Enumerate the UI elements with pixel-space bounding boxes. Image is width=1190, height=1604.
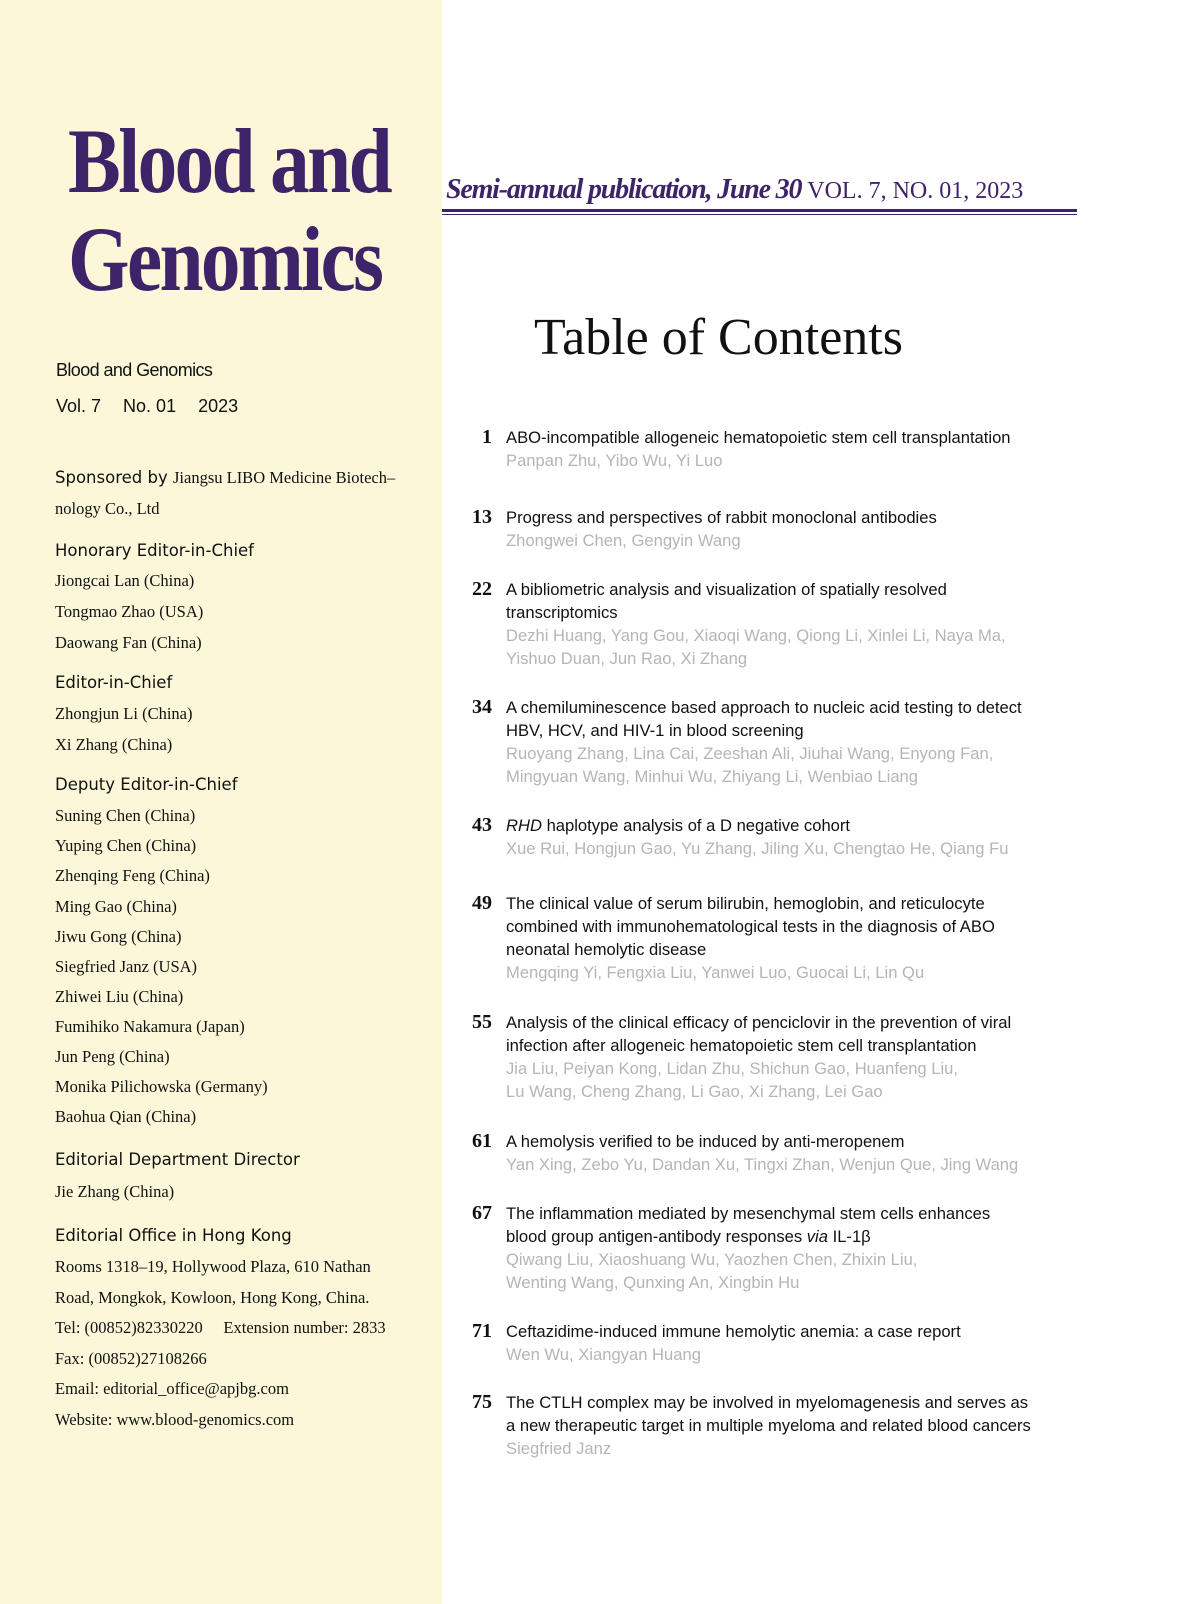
toc-authors: Zhongwei Chen, Gengyin Wang bbox=[506, 531, 741, 550]
toc-page-number: 13 bbox=[472, 506, 492, 528]
toc-page-number: 61 bbox=[472, 1130, 492, 1152]
sponsor-line: Sponsored by Jiangsu LIBO Medicine Biotech– bbox=[55, 468, 396, 487]
toc-article-title[interactable]: A hemolysis verified to be induced by anti-meropenem bbox=[506, 1132, 905, 1151]
editor-in-chief: Zhongjun Li (China) bbox=[55, 704, 193, 723]
toc-authors: Yishuo Duan, Jun Rao, Xi Zhang bbox=[506, 649, 748, 668]
toc-page-number: 55 bbox=[472, 1011, 492, 1033]
deputy-heading: Deputy Editor-in-Chief bbox=[55, 775, 238, 794]
office-fax: Fax: (00852)27108266 bbox=[55, 1349, 207, 1368]
deputy-editor: Jiwu Gong (China) bbox=[55, 927, 182, 946]
deputy-editor: Monika Pilichowska (Germany) bbox=[55, 1077, 268, 1096]
director-heading: Editorial Department Director bbox=[55, 1150, 300, 1169]
deputy-editor: Baohua Qian (China) bbox=[55, 1107, 197, 1126]
deputy-editor: Fumihiko Nakamura (Japan) bbox=[55, 1017, 245, 1036]
journal-name: Blood and Genomics bbox=[56, 360, 213, 380]
toc-article-title[interactable]: Ceftazidime-induced immune hemolytic anemia: a case report bbox=[506, 1322, 961, 1341]
sponsor-line-2: nology Co., Ltd bbox=[55, 499, 160, 518]
honorary-editor: Daowang Fan (China) bbox=[55, 633, 202, 652]
toc-article-title[interactable]: infection after allogeneic hematopoietic stem cell transplantation bbox=[506, 1036, 977, 1055]
volume-label: VOL. 7, NO. 01, 2023 bbox=[807, 178, 1024, 204]
toc-article-title[interactable]: a new therapeutic target in multiple myeloma and related blood cancers bbox=[506, 1416, 1031, 1435]
deputy-editor: Ming Gao (China) bbox=[55, 897, 177, 916]
toc-article-title[interactable]: Progress and perspectives of rabbit monoclonal antibodies bbox=[506, 508, 937, 527]
toc-authors: Siegfried Janz bbox=[506, 1439, 612, 1458]
toc-article-title[interactable]: The clinical value of serum bilirubin, hemoglobin, and reticulocyte bbox=[506, 894, 985, 913]
toc-article-title[interactable]: neonatal hemolytic disease bbox=[506, 940, 707, 959]
toc-authors: Panpan Zhu, Yibo Wu, Yi Luo bbox=[506, 451, 723, 470]
toc-page-number: 67 bbox=[472, 1202, 492, 1224]
toc-article-title[interactable]: HBV, HCV, and HIV-1 in blood screening bbox=[506, 721, 804, 740]
office-heading: Editorial Office in Hong Kong bbox=[55, 1226, 292, 1245]
office-website: Website: www.blood-genomics.com bbox=[55, 1410, 295, 1429]
toc-page-number: 34 bbox=[472, 696, 492, 718]
office-address-line: Road, Mongkok, Kowloon, Hong Kong, China. bbox=[55, 1288, 370, 1307]
journal-title: Blood and Genomics bbox=[68, 110, 391, 310]
office-email: Email: editorial_office@apjbg.com bbox=[55, 1379, 289, 1398]
toc-article-title[interactable]: The CTLH complex may be involved in myelomagenesis and serves as bbox=[506, 1393, 1029, 1412]
masthead-rule-thin bbox=[442, 214, 1077, 215]
toc-authors: Xue Rui, Hongjun Gao, Yu Zhang, Jiling Xu, Chengtao He, Qiang Fu bbox=[506, 839, 1009, 858]
toc-authors: Mengqing Yi, Fengxia Liu, Yanwei Luo, Guocai Li, Lin Qu bbox=[506, 963, 925, 982]
toc-article-title[interactable]: blood group antigen-antibody responses via IL-1β bbox=[506, 1227, 871, 1246]
toc-authors: Lu Wang, Cheng Zhang, Li Gao, Xi Zhang, Lei Gao bbox=[506, 1082, 883, 1101]
toc-article-title[interactable]: Analysis of the clinical efficacy of penciclovir in the prevention of viral bbox=[506, 1013, 1012, 1032]
office-address-line: Rooms 1318–19, Hollywood Plaza, 610 Nathan bbox=[55, 1257, 371, 1276]
toc-article-title[interactable]: combined with immunohematological tests in the diagnosis of ABO bbox=[506, 917, 995, 936]
editor-in-chief: Xi Zhang (China) bbox=[55, 735, 173, 754]
toc-heading: Table of Contents bbox=[534, 309, 903, 366]
toc-article-title[interactable]: ABO-incompatible allogeneic hematopoietic stem cell transplantation bbox=[506, 428, 1011, 447]
deputy-editor: Suning Chen (China) bbox=[55, 806, 196, 825]
toc-article-title[interactable]: RHD haplotype analysis of a D negative cohort bbox=[506, 816, 851, 835]
deputy-editor: Zhenqing Feng (China) bbox=[55, 866, 210, 885]
honorary-editor: Jiongcai Lan (China) bbox=[55, 571, 195, 590]
toc-page-number: 1 bbox=[482, 426, 492, 448]
honorary-heading: Honorary Editor-in-Chief bbox=[55, 541, 254, 560]
toc-authors: Yan Xing, Zebo Yu, Dandan Xu, Tingxi Zhan, Wenjun Que, Jing Wang bbox=[506, 1155, 1019, 1174]
volume-info: Vol. 7 No. 01 2023 bbox=[56, 396, 239, 416]
deputy-editor: Jun Peng (China) bbox=[55, 1047, 170, 1066]
toc-article-title[interactable]: transcriptomics bbox=[506, 603, 618, 622]
deputy-editor: Yuping Chen (China) bbox=[55, 836, 197, 855]
toc-authors: Wenting Wang, Qunxing An, Xingbin Hu bbox=[506, 1273, 800, 1292]
toc-authors: Wen Wu, Xiangyan Huang bbox=[506, 1345, 701, 1364]
office-tel: Tel: (00852)82330220 Extension number: 2833 bbox=[55, 1318, 386, 1337]
department-director: Jie Zhang (China) bbox=[55, 1182, 175, 1201]
toc-page-number: 22 bbox=[472, 578, 492, 600]
masthead bbox=[442, 170, 1077, 218]
honorary-editor: Tongmao Zhao (USA) bbox=[55, 602, 204, 621]
toc-article-title[interactable]: A bibliometric analysis and visualization of spatially resolved bbox=[506, 580, 947, 599]
deputy-editor: Siegfried Janz (USA) bbox=[55, 957, 198, 976]
toc-page-number: 49 bbox=[472, 892, 492, 914]
toc-authors: Mingyuan Wang, Minhui Wu, Zhiyang Li, Wenbiao Liang bbox=[506, 767, 918, 786]
toc-authors: Jia Liu, Peiyan Kong, Lidan Zhu, Shichun Gao, Huanfeng Liu, bbox=[506, 1059, 959, 1078]
deputy-editor: Zhiwei Liu (China) bbox=[55, 987, 184, 1006]
publication-frequency: Semi-annual publication, June 30 bbox=[446, 174, 802, 205]
sidebar-panel bbox=[0, 0, 442, 1604]
eic-heading: Editor-in-Chief bbox=[55, 673, 173, 692]
toc-authors: Qiwang Liu, Xiaoshuang Wu, Yaozhen Chen, Zhixin Liu, bbox=[506, 1250, 918, 1269]
toc-article-title[interactable]: The inflammation mediated by mesenchymal stem cells enhances bbox=[506, 1204, 991, 1223]
masthead-rule bbox=[442, 209, 1077, 212]
toc-article-title[interactable]: A chemiluminescence based approach to nucleic acid testing to detect bbox=[506, 698, 1022, 717]
toc-authors: Ruoyang Zhang, Lina Cai, Zeeshan Ali, Jiuhai Wang, Enyong Fan, bbox=[506, 744, 994, 763]
toc-page-number: 71 bbox=[472, 1320, 492, 1342]
toc-page-number: 43 bbox=[472, 814, 492, 836]
toc-page-number: 75 bbox=[472, 1391, 492, 1413]
toc-authors: Dezhi Huang, Yang Gou, Xiaoqi Wang, Qiong Li, Xinlei Li, Naya Ma, bbox=[506, 626, 1006, 645]
